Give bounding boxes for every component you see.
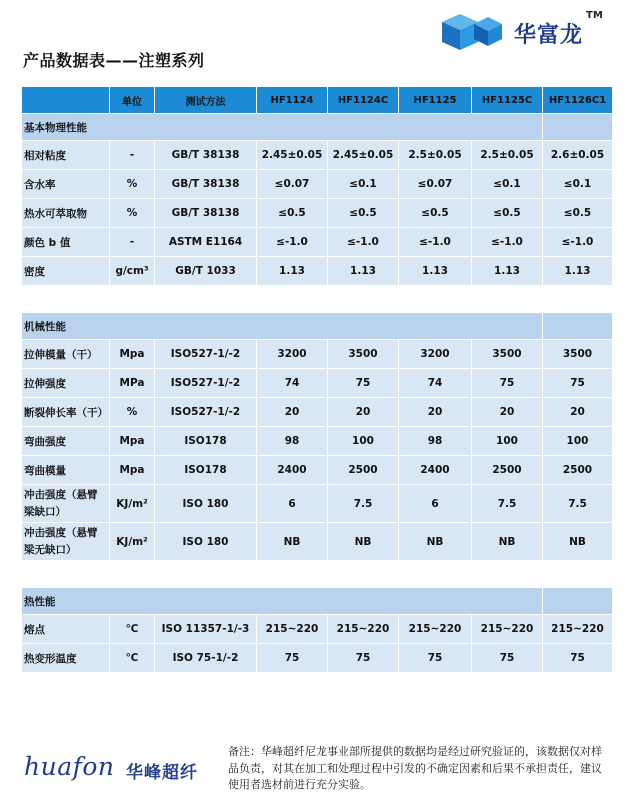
value-cell: 75	[543, 644, 613, 673]
unit-cell: Mpa	[110, 456, 155, 485]
value-cell: 2.45±0.05	[257, 141, 328, 170]
method-cell: GB/T 38138	[155, 199, 257, 228]
value-cell: ≤0.5	[328, 199, 399, 228]
value-cell: 75	[399, 644, 472, 673]
unit-cell: %	[110, 398, 155, 427]
table-row	[22, 485, 613, 523]
section-title: 基本物理性能	[22, 114, 543, 141]
value-cell: 7.5	[543, 485, 613, 523]
value-cell: 2.5±0.05	[472, 141, 543, 170]
property-name: 拉伸模量（干）	[22, 340, 110, 369]
method-cell: ISO527-1/-2	[155, 369, 257, 398]
table-row	[22, 398, 613, 427]
huafon-logo-text: huafon	[24, 752, 115, 781]
value-cell: 98	[257, 427, 328, 456]
table-row	[22, 228, 613, 257]
table-row	[22, 141, 613, 170]
method-cell: ISO 11357-1/-3	[155, 615, 257, 644]
value-cell: 215~220	[257, 615, 328, 644]
value-cell: ≤0.1	[472, 170, 543, 199]
value-cell: 215~220	[328, 615, 399, 644]
property-name: 拉伸强度	[22, 369, 110, 398]
property-name: 热水可萃取物	[22, 199, 110, 228]
value-cell: 1.13	[328, 257, 399, 286]
value-cell: 3200	[399, 340, 472, 369]
value-cell: 75	[543, 369, 613, 398]
method-cell: ASTM E1164	[155, 228, 257, 257]
header-cell: HF1125C	[472, 87, 543, 114]
unit-cell: -	[110, 228, 155, 257]
value-cell: 20	[472, 398, 543, 427]
value-cell: 2400	[399, 456, 472, 485]
table-row	[22, 199, 613, 228]
method-cell: GB/T 38138	[155, 141, 257, 170]
property-name: 熔点	[22, 615, 110, 644]
value-cell: 7.5	[328, 485, 399, 523]
header-cell: HF1125	[399, 87, 472, 114]
value-cell: ≤-1.0	[543, 228, 613, 257]
value-cell: 1.13	[472, 257, 543, 286]
method-cell: GB/T 1033	[155, 257, 257, 286]
method-cell: ISO527-1/-2	[155, 398, 257, 427]
value-cell: ≤0.07	[257, 170, 328, 199]
value-cell: ≤0.5	[543, 199, 613, 228]
value-cell: 75	[472, 644, 543, 673]
unit-cell: g/cm³	[110, 257, 155, 286]
value-cell: ≤-1.0	[257, 228, 328, 257]
section-row	[22, 313, 613, 340]
value-cell: ≤0.1	[543, 170, 613, 199]
property-name: 密度	[22, 257, 110, 286]
section-row	[22, 588, 613, 615]
value-cell: ≤0.5	[472, 199, 543, 228]
property-name: 颜色 b 值	[22, 228, 110, 257]
value-cell: 75	[257, 644, 328, 673]
value-cell: 20	[543, 398, 613, 427]
value-cell: 3500	[472, 340, 543, 369]
table-row	[22, 369, 613, 398]
property-name: 弯曲模量	[22, 456, 110, 485]
value-cell: 2.6±0.05	[543, 141, 613, 170]
product-data-table	[21, 86, 613, 673]
value-cell: 1.13	[399, 257, 472, 286]
unit-cell: Mpa	[110, 340, 155, 369]
property-name: 冲击强度（悬臂梁缺口）	[22, 485, 110, 523]
value-cell: 215~220	[399, 615, 472, 644]
table-row	[22, 523, 613, 561]
value-cell: 20	[257, 398, 328, 427]
value-cell: ≤0.1	[328, 170, 399, 199]
value-cell: 7.5	[472, 485, 543, 523]
brand-name: 华富龙	[514, 23, 584, 48]
value-cell: 98	[399, 427, 472, 456]
method-cell: ISO527-1/-2	[155, 340, 257, 369]
unit-cell: %	[110, 170, 155, 199]
trademark-mark: TM	[586, 10, 603, 21]
value-cell: ≤0.5	[257, 199, 328, 228]
unit-cell: KJ/m²	[110, 523, 155, 561]
value-cell: 100	[328, 427, 399, 456]
spacer-cell	[22, 561, 613, 588]
value-cell: 3200	[257, 340, 328, 369]
value-cell: 20	[328, 398, 399, 427]
unit-cell: %	[110, 199, 155, 228]
value-cell: 2.45±0.05	[328, 141, 399, 170]
property-name: 含水率	[22, 170, 110, 199]
table-row	[22, 456, 613, 485]
value-cell: NB	[472, 523, 543, 561]
value-cell: ≤0.5	[399, 199, 472, 228]
spacer-cell	[22, 286, 613, 313]
section-title: 热性能	[22, 588, 543, 615]
method-cell: ISO178	[155, 427, 257, 456]
value-cell: 20	[399, 398, 472, 427]
unit-cell: ℃	[110, 644, 155, 673]
spacer-row	[22, 286, 613, 313]
unit-cell: ℃	[110, 615, 155, 644]
value-cell: 74	[257, 369, 328, 398]
property-name: 相对粘度	[22, 141, 110, 170]
value-cell: 100	[472, 427, 543, 456]
table-row	[22, 340, 613, 369]
value-cell: 3500	[328, 340, 399, 369]
value-cell: 3500	[543, 340, 613, 369]
unit-cell: Mpa	[110, 427, 155, 456]
table-row	[22, 257, 613, 286]
page-title: 产品数据表——注塑系列	[23, 51, 205, 70]
value-cell: 2500	[543, 456, 613, 485]
method-cell: GB/T 38138	[155, 170, 257, 199]
unit-cell: KJ/m²	[110, 485, 155, 523]
value-cell: 75	[328, 369, 399, 398]
value-cell: 1.13	[543, 257, 613, 286]
property-name: 弯曲强度	[22, 427, 110, 456]
table-row	[22, 427, 613, 456]
value-cell: 1.13	[257, 257, 328, 286]
value-cell: 2500	[472, 456, 543, 485]
value-cell: 6	[257, 485, 328, 523]
value-cell: ≤-1.0	[399, 228, 472, 257]
header-cell: HF1124C	[328, 87, 399, 114]
value-cell: NB	[543, 523, 613, 561]
section-row	[22, 114, 613, 141]
value-cell: 2500	[328, 456, 399, 485]
unit-cell: MPa	[110, 369, 155, 398]
value-cell: 74	[399, 369, 472, 398]
property-name: 热变形温度	[22, 644, 110, 673]
company-name: 华峰超纤	[126, 763, 198, 783]
method-cell: ISO 180	[155, 485, 257, 523]
spacer-row	[22, 561, 613, 588]
method-cell: ISO 180	[155, 523, 257, 561]
method-cell: ISO 75-1/-2	[155, 644, 257, 673]
table-row	[22, 615, 613, 644]
unit-cell: -	[110, 141, 155, 170]
value-cell: 215~220	[472, 615, 543, 644]
section-title: 机械性能	[22, 313, 543, 340]
value-cell: NB	[399, 523, 472, 561]
value-cell: 75	[328, 644, 399, 673]
header-cell: HF1126C1	[543, 87, 613, 114]
section-blank	[543, 313, 613, 340]
table-row	[22, 644, 613, 673]
property-name: 断裂伸长率（干）	[22, 398, 110, 427]
value-cell: 215~220	[543, 615, 613, 644]
value-cell: ≤0.07	[399, 170, 472, 199]
section-blank	[543, 114, 613, 141]
value-cell: 2.5±0.05	[399, 141, 472, 170]
header-cell	[22, 87, 110, 114]
header-cell: HF1124	[257, 87, 328, 114]
value-cell: 2400	[257, 456, 328, 485]
table-header-row	[22, 87, 613, 114]
value-cell: ≤-1.0	[472, 228, 543, 257]
header-cell: 测试方法	[155, 87, 257, 114]
footnote: 备注：华峰超纤尼龙事业部所提供的数据均是经过研究验证的，该数据仅对样品负责，对其在加工和处理过程中引发的不确定因素和后果不承担责任，建议使用者选材前进行充分实验。	[228, 745, 602, 791]
value-cell: NB	[328, 523, 399, 561]
table-row	[22, 170, 613, 199]
section-blank	[543, 588, 613, 615]
table-body	[22, 114, 613, 673]
value-cell: 75	[472, 369, 543, 398]
value-cell: ≤-1.0	[328, 228, 399, 257]
property-name: 冲击强度（悬臂梁无缺口）	[22, 523, 110, 561]
method-cell: ISO178	[155, 456, 257, 485]
value-cell: NB	[257, 523, 328, 561]
value-cell: 6	[399, 485, 472, 523]
header-cell: 单位	[110, 87, 155, 114]
value-cell: 100	[543, 427, 613, 456]
